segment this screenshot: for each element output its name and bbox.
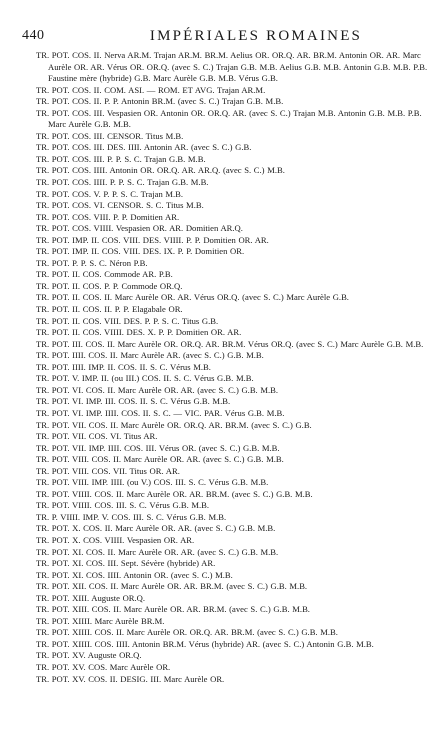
catalog-entry: TR. POT. X. COS. II. Marc Aurèle OR. AR. (avec S. C.) G.B. M.B. [36,523,276,534]
catalog-entry: TR. POT. II. COS. II. Marc Aurèle OR. AR. Vérus OR.Q. (avec S. C.) Marc Aurèle G.B. [36,292,349,303]
catalog-entry: TR. POT. COS. VIII. P. P. Domitien AR. [36,211,180,222]
catalog-entry: TR. POT. IIII. IMP. II. COS. II. S. C. Vérus M.B. [36,361,211,372]
catalog-entry: TR. POT. V. IMP. II. (ou III.) COS. II. S. C. Vérus G.B. M.B. [36,373,254,384]
catalog-entry: TR. POT. XIII. COS. II. Marc Aurèle OR. AR. BR.M. (avec S. C.) G.B. M.B. [36,604,310,615]
catalog-entry: TR. POT. VI. COS. II. Marc Aurèle OR. AR. (avec S. C.) G.B. M.B. [36,384,279,395]
catalog-entry: TR. POT. COS. II. COM. ASI. — ROM. ET AVG. Trajan AR.M. [36,84,266,95]
catalog-entry: TR. POT. XII. COS. II. Marc Aurèle OR. AR. BR.M. (avec S. C.) G.B. M.B. [36,581,308,592]
catalog-entry: TR. POT. VIIII. COS. III. S. C. Vérus G.B. M.B. [36,500,210,511]
catalog-entry: TR. POT. COS. III. CENSOR. Titus M.B. [36,130,184,141]
catalog-entry: TR. POT. II. COS. VIIII. DES. X. P. P. Domitien OR. AR. [36,327,242,338]
catalog-entry: TR. POT. IIII. COS. II. Marc Aurèle AR. (avec S. C.) G.B. M.B. [36,350,264,361]
page-number: 440 [22,28,45,43]
catalog-entry: TR. POT. VIII. COS. VII. Titus OR. AR. [36,465,180,476]
catalog-entry: TR. POT. XIIII. COS. II. Marc Aurèle OR. OR.Q. AR. BR.M. (avec S. C.) G.B. M.B. [36,627,338,638]
catalog-entry: TR. POT. XIIII. COS. IIII. Antonin BR.M. Vérus (hybride) AR. (avec S. C.) Antonin G.B. M.B. [36,638,374,649]
catalog-entries [36,50,434,685]
catalog-entry: TR. POT. II. COS. VIII. DES. P. P. S. C. Titus G.B. [36,315,219,326]
catalog-entry: TR. POT. COS. IIII. P. P. S. C. Trajan G.B. M.B. [36,177,209,188]
catalog-entry: TR. POT. II. COS. Commode AR. P.B. [36,269,173,280]
catalog-entry: TR. P. VIIII. IMP. V. COS. III. S. C. Vérus G.B. M.B. [36,511,227,522]
catalog-entry: TR. POT. VII. IMP. IIII. COS. III. Vérus OR. (avec S. C.) G.B. M.B. [36,442,280,453]
catalog-entry: TR. POT. COS. III. P. P. S. C. Trajan G.B. M.B. [36,153,206,164]
catalog-entry: TR. POT. XIII. Auguste OR.Q. [36,592,146,603]
running-title: IMPÉRIALES ROMAINES [149,28,363,44]
catalog-entry: TR. POT. VIIII. COS. II. Marc Aurèle OR. AR. BR.M. (avec S. C.) G.B. M.B. [36,488,313,499]
catalog-entry: TR. POT. COS. III. DES. IIII. Antonin AR. (avec S. C.) G.B. [36,142,252,153]
catalog-entry: TR. POT. III. COS. II. Marc Aurèle OR. OR.Q. AR. BR.M. Vérus OR.Q. (avec S. C.) Marc Aurèle G.B. M.B. [36,338,424,349]
catalog-entry: TR. POT. IMP. II. COS. VIII. DES. VIIII. P. P. Domitien OR. AR. [36,234,269,245]
catalog-entry: TR. POT. COS. II. Nerva AR.M. Trajan AR.M. BR.M. Aelius OR. OR.Q. AR. BR.M. Antonin OR. AR. Marc Aurèle OR. AR. Vérus OR. OR.Q. (avec S. C.) Trajan G.B. M.B. Aelius G.B. M.B. Antonin G.B. M.B. P.B. Faustine mère (hybride) G.B. Marc Aurèle G.B. M.B. Vérus G.B. [36,50,428,84]
catalog-entry: TR. POT. XI. COS. IIII. Antonin OR. (avec S. C.) M.B. [36,569,233,580]
catalog-entry: TR. POT. COS. II. P. P. Antonin BR.M. (avec S. C.) Trajan G.B. M.B. [36,96,284,107]
catalog-entry: TR. POT. COS. VIIII. Vespasien OR. AR. Domitien AR.Q. [36,223,243,234]
catalog-entry: TR. POT. II. COS. II. P. P. Elagabale OR. [36,304,183,315]
catalog-entry: TR. POT. XV. Auguste OR.Q. [36,650,142,661]
catalog-entry: TR. POT. COS. III. Vespasien OR. Antonin OR. OR.Q. AR. (avec S. C.) Trajan M.B. Antonin G.B. M.B. P.B. Marc Aurèle G.B. M.B. [36,107,422,130]
catalog-entry: TR. POT. P. P. S. C. Néron P.B. [36,257,148,268]
catalog-entry: TR. POT. XI. COS. II. Marc Aurèle OR. AR. (avec S. C.) G.B. M.B. [36,546,279,557]
catalog-entry: TR. POT. XIIII. Marc Aurèle BR.M. [36,615,165,626]
catalog-entry: TR. POT. II. COS. P. P. Commode OR.Q. [36,280,183,291]
catalog-entry: TR. POT. COS. V. P. P. S. C. Trajan M.B. [36,188,184,199]
catalog-entry: TR. POT. IMP. II. COS. VIII. DES. IX. P. P. Domitien OR. [36,246,245,257]
catalog-entry: TR. POT. VII. COS. VI. Titus AR. [36,431,158,442]
catalog-entry: TR. POT. X. COS. VIIII. Vespasien OR. AR. [36,534,195,545]
catalog-entry: TR. POT. VIII. COS. II. Marc Aurèle OR. AR. (avec S. C.) G.B. M.B. [36,454,284,465]
page-header [22,28,430,46]
catalog-entry: TR. POT. VI. IMP. III. COS. II. S. C. Vérus G.B. M.B. [36,396,231,407]
catalog-entry: TR. POT. VI. IMP. IIII. COS. II. S. C. — VIC. PAR. Vérus G.B. M.B. [36,407,285,418]
catalog-entry: TR. POT. VII. COS. II. Marc Aurèle OR. OR.Q. AR. BR.M. (avec S. C.) G.B. [36,419,312,430]
catalog-entry: TR. POT. COS. VI. CENSOR. S. C. Titus M.B. [36,200,204,211]
catalog-entry: TR. POT. XV. COS. Marc Aurèle OR. [36,661,171,672]
catalog-entry: TR. POT. XV. COS. II. DESIG. III. Marc Aurèle OR. [36,673,225,684]
catalog-entry: TR. POT. XI. COS. III. Sept. Sévère (hybride) AR. [36,558,216,569]
catalog-entry: TR. POT. COS. IIII. Antonin OR. OR.Q. AR. AR.Q. (avec S. C.) M.B. [36,165,285,176]
catalog-entry: TR. POT. VIII. IMP. IIII. (ou V.) COS. III. S. C. Vérus G.B. M.B. [36,477,269,488]
